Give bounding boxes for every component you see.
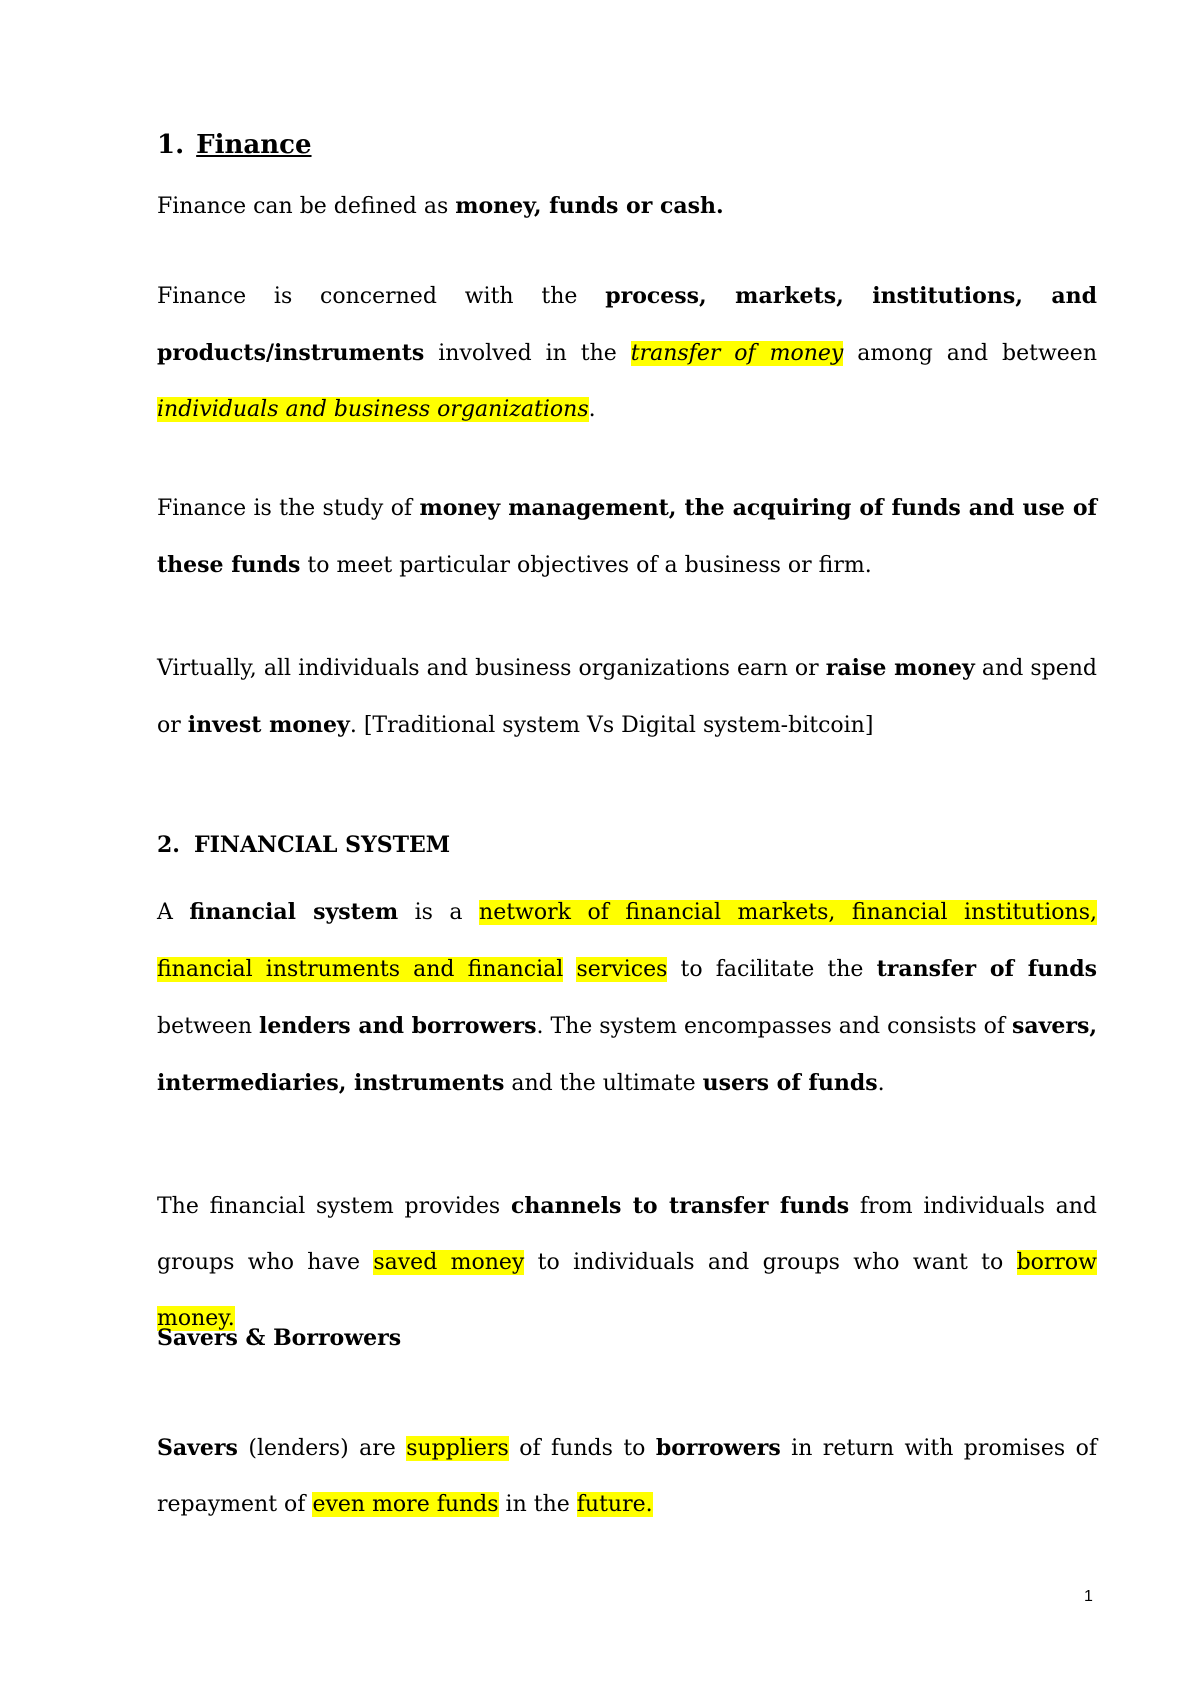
section-2-paragraph-2: The financial system provides channels to transfer funds from individuals and groups who have saved money to individuals and groups who want to borrow money. [157, 1193, 1097, 1331]
savers-borrowers-subheading: Savers & Borrowers [157, 1325, 402, 1351]
section-2-number: 2. [157, 832, 180, 858]
section-2-heading [157, 832, 1097, 858]
section-2-title: FINANCIAL SYSTEM [193, 832, 451, 858]
highlight-services: services [576, 957, 668, 982]
section-2-paragraph-1: A financial system is a network of financial markets, financial institutions, financial instruments and financial services to facilitate the transfer of funds between lenders and borrowers. The system encompasses and consists of savers, intermediaries, instruments and the ultimate users of funds. [157, 899, 1098, 1096]
highlight-saved-money: saved money [373, 1250, 525, 1275]
highlight-future: future. [576, 1492, 653, 1517]
highlight-suppliers: suppliers [406, 1436, 509, 1461]
highlight-transfer-of-money: transfer of money [630, 341, 844, 366]
section-1-paragraph-3: Finance is the study of money management, the acquiring of funds and use of these funds to meet particular objectives of a business or firm. [157, 495, 1097, 578]
section-1-title: Finance [196, 130, 312, 160]
section-1-paragraph-4: Virtually, all individuals and business organizations earn or raise money and spend or invest money. [Traditional system Vs Digital system-bitcoin] [157, 655, 1098, 738]
highlight-network: network of financial markets, financial institutions, financial instruments and financial [157, 900, 1097, 982]
section-1-paragraph-1: Finance can be defined as money, funds or cash. [157, 193, 724, 219]
section-1-heading [157, 130, 1097, 160]
highlight-borrow-money: borrow money. [157, 1250, 1097, 1331]
highlight-individuals: individuals and business organizations [157, 397, 589, 422]
section-2-paragraph-3: Savers (lenders) are suppliers of funds to borrowers in return with promises of repayment of even more funds in the future. [157, 1435, 1097, 1517]
section-1-paragraph-2: Finance is concerned with the process, markets, institutions, and products/instruments involved in the transfer of money among and between individuals and business organizations. [157, 283, 1097, 422]
page-number: 1 [1084, 1588, 1093, 1605]
section-1-number: 1. [157, 130, 185, 160]
highlight-even-more-funds: even more funds [312, 1492, 499, 1517]
